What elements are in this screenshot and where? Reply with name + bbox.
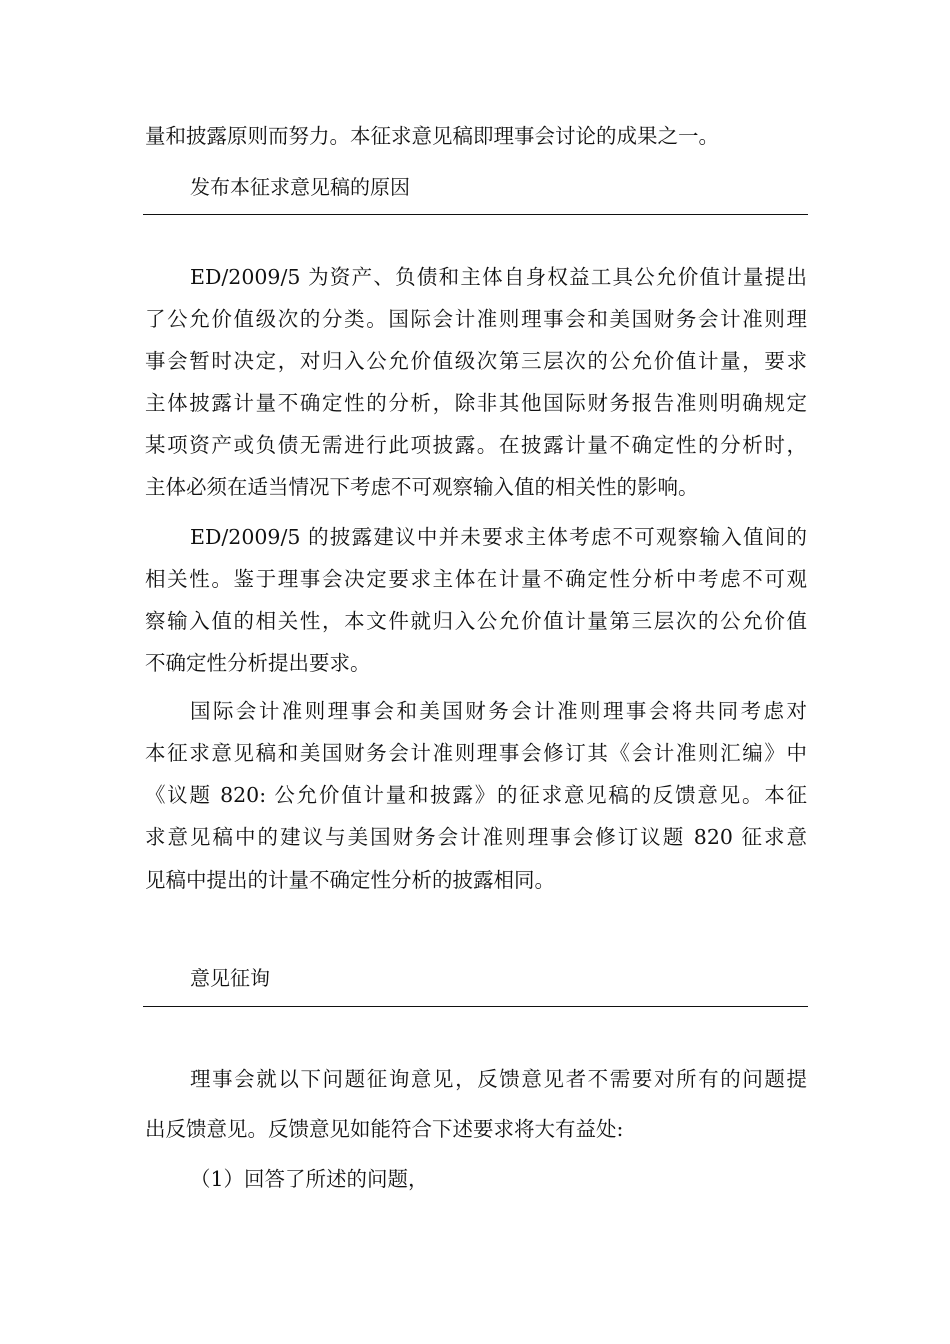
paragraph-line: 求意见稿中的建议与美国财务会计准则理事会修订议题 820 征求意 bbox=[145, 825, 807, 849]
paragraph-line: 察输入值的相关性，本文件就归入公允价值计量第三层次的公允价值 bbox=[145, 609, 807, 633]
paragraph-line: 见稿中提出的计量不确定性分析的披露相同。 bbox=[145, 868, 555, 892]
paragraph-line: ED/2009/5 的披露建议中并未要求主体考虑不可观察输入值间的 bbox=[190, 525, 807, 549]
list-item: （1）回答了所述的问题， bbox=[190, 1167, 429, 1191]
paragraph-line: 事会暂时决定，对归入公允价值级次第三层次的公允价值计量，要求 bbox=[145, 349, 807, 373]
paragraph-line: 国际会计准则理事会和美国财务会计准则理事会将共同考虑对 bbox=[190, 699, 807, 723]
paragraph-line: 《议题 820: 公允价值计量和披露》的征求意见稿的反馈意见。本征 bbox=[145, 783, 807, 807]
paragraph-line: 某项资产或负债无需进行此项披露。在披露计量不确定性的分析时， bbox=[145, 433, 807, 457]
intro-line: 量和披露原则而努力。本征求意见稿即理事会讨论的成果之一。 bbox=[145, 124, 719, 148]
paragraph-line: 了公允价值级次的分类。国际会计准则理事会和美国财务会计准则理 bbox=[145, 307, 807, 331]
section-heading-consultation: 意见征询 bbox=[190, 966, 270, 990]
paragraph-line: 相关性。鉴于理事会决定要求主体在计量不确定性分析中考虑不可观 bbox=[145, 567, 807, 591]
paragraph-line: 本征求意见稿和美国财务会计准则理事会修订其《会计准则汇编》中 bbox=[145, 741, 807, 765]
paragraph-line: 主体必须在适当情况下考虑不可观察输入值的相关性的影响。 bbox=[145, 475, 699, 499]
paragraph-line: 理事会就以下问题征询意见，反馈意见者不需要对所有的问题提 bbox=[190, 1067, 807, 1091]
paragraph-line: 主体披露计量不确定性的分析，除非其他国际财务报告准则明确规定 bbox=[145, 391, 807, 415]
paragraph-line: 不确定性分析提出要求。 bbox=[145, 651, 371, 675]
section-heading-reasons: 发布本征求意见稿的原因 bbox=[190, 175, 410, 199]
paragraph-line: ED/2009/5 为资产、负债和主体自身权益工具公允价值计量提出 bbox=[190, 265, 807, 289]
paragraph-line: 出反馈意见。反馈意见如能符合下述要求将大有益处: bbox=[145, 1117, 624, 1141]
section-divider-2 bbox=[143, 1006, 808, 1007]
section-divider-1 bbox=[143, 214, 808, 215]
